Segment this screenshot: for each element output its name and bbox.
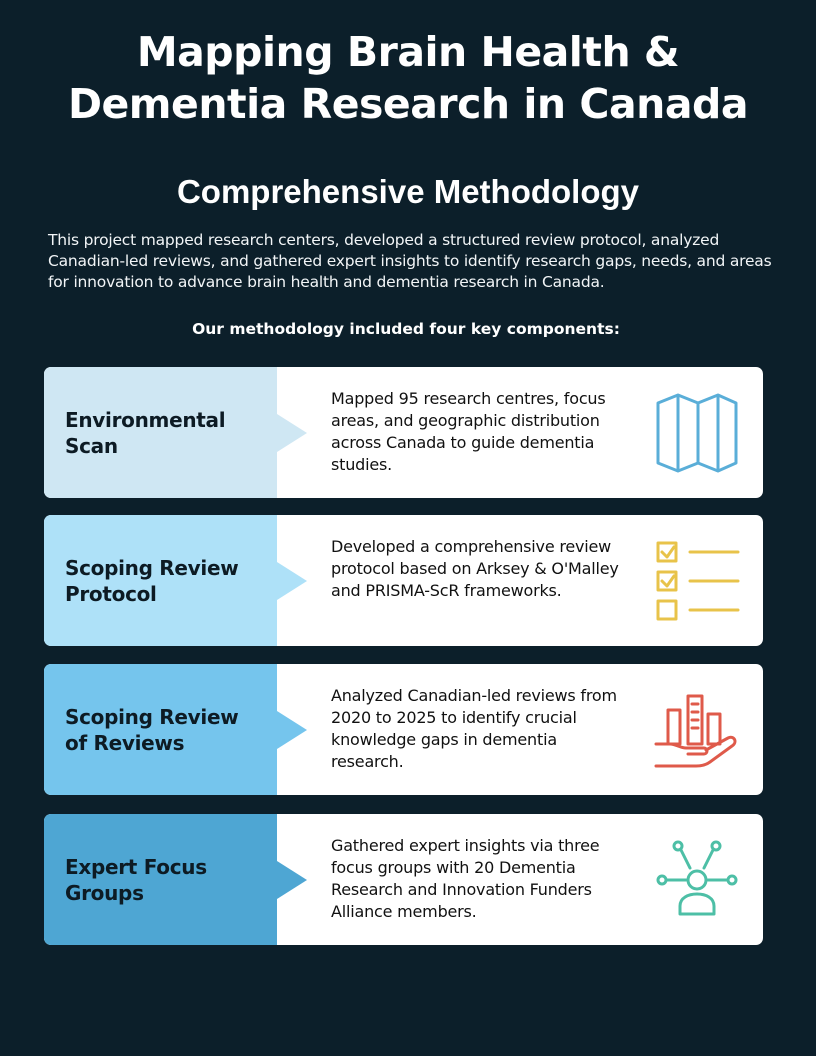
component-description: Developed a comprehensive review protocol based on Arksey & O'Malley and PRISMA-ScR frameworks. (331, 537, 619, 600)
intro-paragraph: This project mapped research centers, developed a structured review protocol, analyzed Canadian-led reviews, and gathered expert insights to identify research gaps, needs, and areas for innovation to advance brain health and dementia research in Canada. (48, 231, 772, 291)
component-label: Environmental Scan (65, 407, 226, 458)
component-description: Mapped 95 research centres, focus areas, and geographic distribution across Canada to guide dementia studies. (331, 389, 606, 474)
component-card-expert-focus-groups (44, 814, 763, 945)
component-card-scoping-review-of-reviews (44, 664, 763, 795)
components-lead: Our methodology included four key components: (192, 320, 620, 338)
component-label-box (44, 814, 277, 945)
component-description: Gathered expert insights via three focus groups with 20 Dementia Research and Innovation Funders Alliance members. (331, 836, 600, 921)
component-label: Scoping Review of Reviews (65, 704, 239, 755)
component-card-environmental-scan (44, 367, 763, 498)
checklist-icon (652, 539, 742, 623)
component-description: Analyzed Canadian-led reviews from 2020 to 2025 to identify crucial knowledge gaps in dementia research. (331, 686, 617, 771)
section-subtitle: Comprehensive Methodology (176, 173, 640, 210)
component-card-scoping-review-protocol (44, 515, 763, 646)
component-label: Scoping Review Protocol (65, 555, 239, 606)
component-label-box (44, 367, 277, 498)
component-label: Expert Focus Groups (65, 854, 207, 905)
title-line-2: Dementia Research in Canada (67, 80, 749, 128)
arrow-pointer (277, 711, 307, 749)
title-line-1: Mapping Brain Health & (136, 28, 680, 76)
map-icon (652, 391, 742, 475)
arrow-pointer (277, 562, 307, 600)
arrow-pointer (277, 861, 307, 899)
hand-buildings-icon (652, 688, 742, 772)
component-label-box (44, 515, 277, 646)
arrow-pointer (277, 414, 307, 452)
component-label-box (44, 664, 277, 795)
network-person-icon (652, 838, 742, 922)
page-title (0, 26, 816, 130)
